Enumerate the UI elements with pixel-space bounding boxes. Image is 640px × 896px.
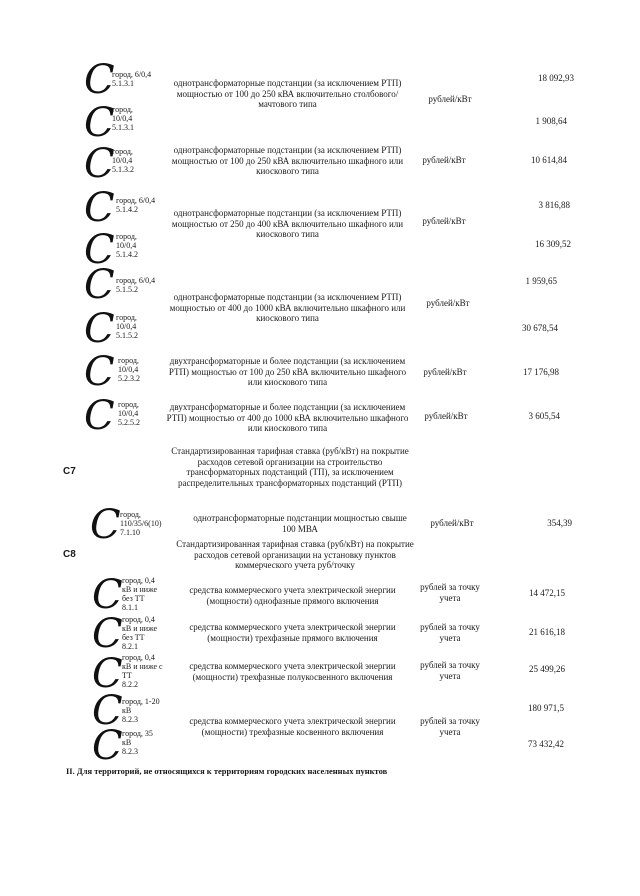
row-value: 30 678,54 — [522, 323, 558, 333]
row-unit: рублей/кВт — [426, 298, 470, 308]
row-unit: рублей за точку учета — [420, 582, 480, 603]
row-code: город, 6/0,4 5.1.4.2 — [116, 196, 156, 214]
row-value: 10 614,84 — [531, 155, 567, 165]
letter-c: C — [84, 185, 115, 231]
section-c7-text: Стандартизированная тарифная ставка (руб/кВт) на покрытие расходов сетевой организации на строительство трансформаторных подстанций (ТП), за исключением распределительных трансформаторных подстанций (РТП) — [171, 446, 409, 488]
row-value: 180 971,5 — [528, 703, 564, 713]
row-description: однотрансформаторные подстанции (за исключением РТП) мощностью от 100 до 250 кВА включительно столбового/мачтового типа — [173, 78, 402, 109]
row-description: однотрансформаторные подстанции (за исключением РТП) мощностью от 100 до 250 кВА включительно шкафного или киоскового типа — [171, 145, 404, 176]
letter-c: C — [84, 227, 115, 273]
row-code: город, 1-20 кВ 8.2.3 — [122, 697, 160, 724]
letter-c: C — [84, 141, 115, 187]
row-value: 17 176,98 — [523, 367, 559, 377]
row-value: 3 816,88 — [538, 200, 570, 210]
section-label-c8: C8 — [63, 549, 76, 560]
territory-heading: II. Для территорий, не относящихся к территориям городских населенных пунктов — [66, 766, 388, 776]
letter-c: C — [92, 688, 123, 734]
row-unit: рублей/кВт — [428, 94, 472, 104]
row-unit: рублей/кВт — [430, 518, 474, 528]
row-description: двухтрансформаторные и более подстанции (за исключением РТП) мощностью от 400 до 1000 кВА включительно шкафного или киоскового типа — [166, 402, 409, 433]
row-description: средства коммерческого учета электрической энергии (мощности) трехфазные полукосвенного включения — [189, 661, 396, 682]
letter-c: C — [84, 262, 115, 308]
row-value: 73 432,42 — [528, 739, 564, 749]
row-unit: рублей за точку учета — [420, 716, 480, 737]
letter-c: C — [84, 100, 115, 146]
letter-c: C — [84, 306, 115, 352]
row-unit: рублей/кВт — [422, 155, 466, 165]
letter-c: C — [84, 393, 115, 439]
row-description: однотрансформаторные подстанции (за исключением РТП) мощностью от 250 до 400 кВА включительно шкафного или киоскового типа — [171, 208, 404, 239]
row-value: 1 908,64 — [535, 116, 567, 126]
row-value: 354,39 — [547, 518, 572, 528]
row-description: средства коммерческого учета электрической энергии (мощности) однофазные прямого включения — [189, 585, 396, 606]
row-code: город, 10/0,4 5.1.5.2 — [116, 313, 138, 340]
row-value: 1 959,65 — [525, 276, 557, 286]
row-code: город, 0,4 кВ и ниже без ТТ 8.1.1 — [122, 576, 158, 612]
row-value: 25 499,26 — [529, 664, 565, 674]
row-description: средства коммерческого учета электрической энергии (мощности) трехфазные косвенного включения — [189, 716, 396, 737]
row-code: город, 10/0,4 5.1.3.2 — [112, 147, 134, 174]
row-code: город, 6/0,4 5.1.3.1 — [112, 70, 152, 88]
row-unit: рублей за точку учета — [420, 622, 480, 643]
row-code: город, 35 кВ 8.2.3 — [122, 729, 153, 756]
row-code: город, 0,4 кВ и ниже с ТТ 8.2.2 — [122, 653, 163, 689]
row-unit: рублей/кВт — [423, 367, 467, 377]
section-c8-text: Стандартизированная тарифная ставка (руб/кВт) на покрытие расходов сетевой организации на установку пунктов коммерческого учета руб/точку — [176, 539, 414, 570]
row-description: однотрансформаторные подстанции мощностью свыше 100 МВА — [193, 513, 407, 534]
letter-c: C — [92, 651, 123, 697]
section-label-c7: C7 — [63, 466, 76, 477]
row-value: 18 092,93 — [538, 73, 574, 83]
row-value: 16 309,52 — [535, 239, 571, 249]
row-code: город, 10/0,4 5.2.3.2 — [118, 356, 140, 383]
row-description: двухтрансформаторные и более подстанции (за исключением РТП) мощностью от 100 до 250 кВА включительно шкафного или киоскового типа — [168, 356, 407, 387]
row-code: город, 10/0,4 5.2.5.2 — [118, 400, 140, 427]
row-code: город, 6/0,4 5.1.5.2 — [116, 276, 156, 294]
row-value: 3 605,54 — [528, 411, 560, 421]
row-description: средства коммерческого учета электрической энергии (мощности) трехфазные прямого включения — [189, 622, 396, 643]
row-code: город, 110/35/6(10) 7.1.10 — [120, 510, 162, 537]
row-value: 21 616,18 — [529, 627, 565, 637]
letter-c: C — [92, 611, 123, 657]
letter-c: C — [90, 502, 121, 548]
row-code: город, 10/0,4 5.1.3.1 — [112, 105, 134, 132]
row-code: город, 0,4 кВ и ниже без ТТ 8.2.1 — [122, 615, 158, 651]
row-unit: рублей за точку учета — [420, 660, 480, 681]
letter-c: C — [84, 349, 115, 395]
row-unit: рублей/кВт — [424, 411, 468, 421]
row-value: 14 472,15 — [529, 588, 565, 598]
row-description: однотрансформаторные подстанции (за исключением РТП) мощностью от 400 до 1000 кВА включительно шкафного или киоскового типа — [169, 292, 406, 323]
row-unit: рублей/кВт — [422, 216, 466, 226]
letter-c: C — [92, 572, 123, 618]
row-code: город, 10/0,4 5.1.4.2 — [116, 232, 138, 259]
letter-c: C — [84, 57, 115, 103]
letter-c: C — [92, 723, 123, 769]
